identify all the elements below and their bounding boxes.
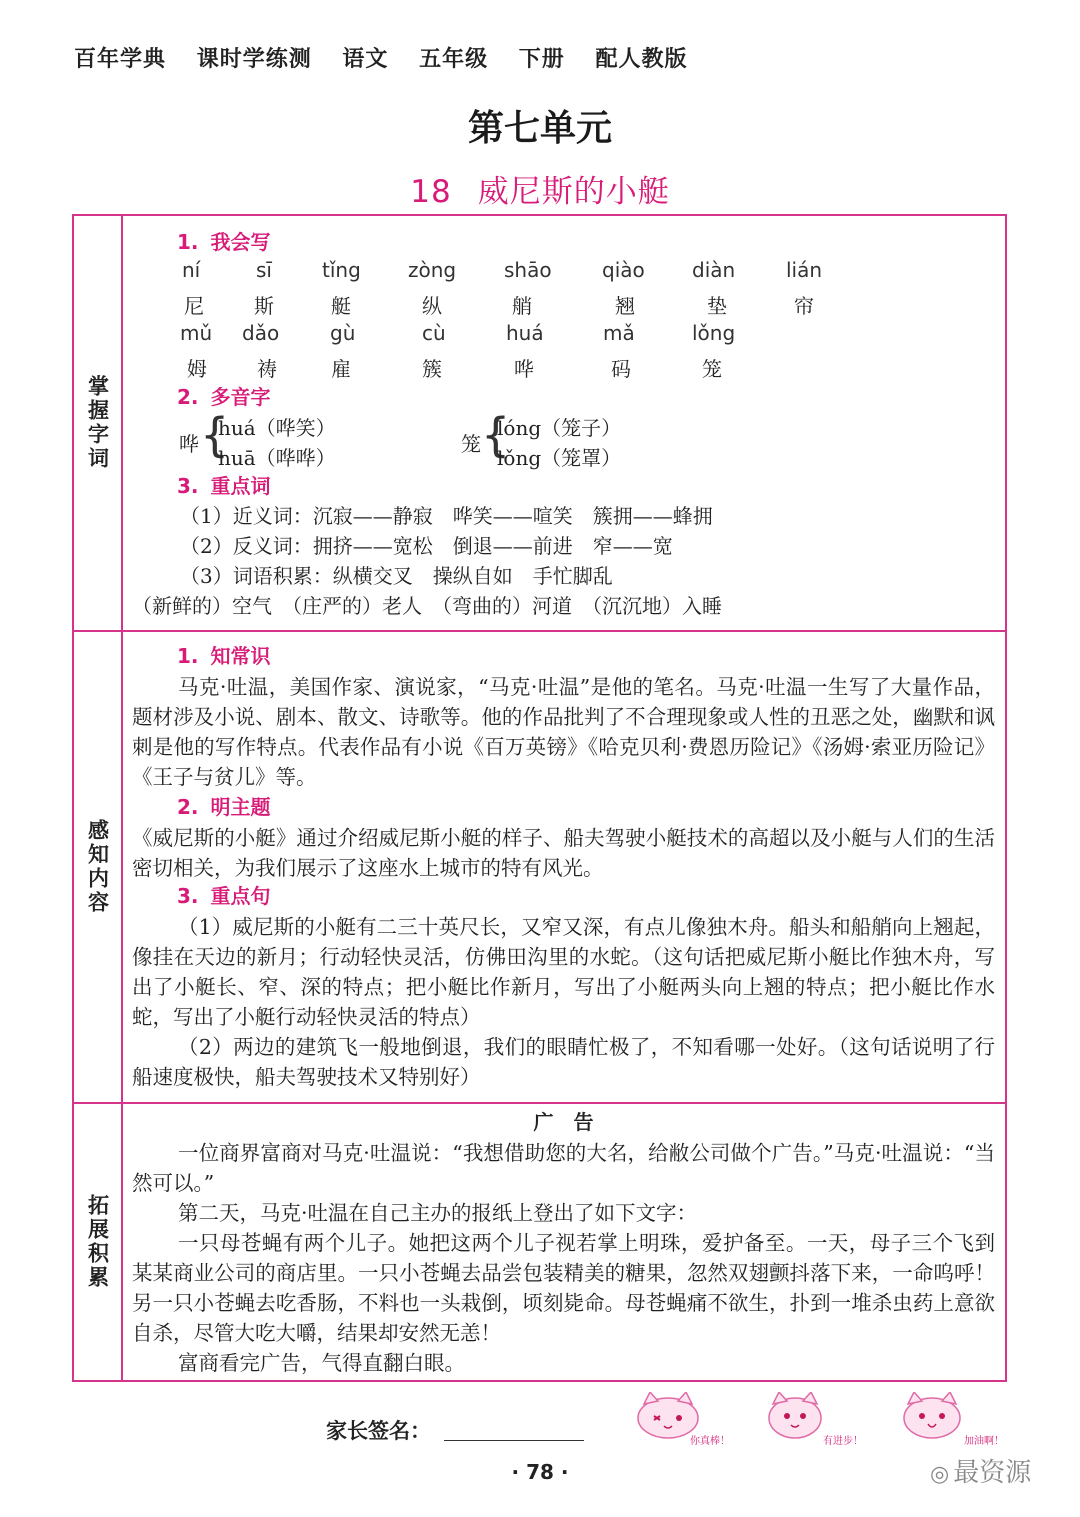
header-item: 语文 xyxy=(342,47,389,72)
section-label-cell xyxy=(74,1104,123,1380)
cat-sticker xyxy=(765,1392,875,1450)
paragraph: （1）威尼斯的小艇有二三十英尺长，又窄又深，有点儿像独木舟。船头和船艄向上翘起，像挂在天边的新月；行动轻快灵活，仿佛田沟里的水蛇。（这句话把威尼斯小艇比作独木舟，写出了小艇长、窄、深的特点；把小艇比作新月，写出了小艇两头向上翘的特点；把小艇比作水蛇，写出了小艇行动轻快灵活的特点） xyxy=(132,915,995,1029)
pinyin: shāo xyxy=(504,258,552,282)
header-item: 配人教版 xyxy=(595,47,688,72)
cat-sticker xyxy=(900,1392,1010,1450)
pinyin: mǎ xyxy=(603,321,635,345)
paragraph: 一位商界富商对马克·吐温说：“我想借助您的大名，给敝公司做个广告。”马克·吐温说：“当然可以。” xyxy=(132,1141,995,1195)
character: 尼 xyxy=(184,294,204,318)
polyphone-reading: huá（哗笑） xyxy=(218,416,336,440)
word-line: （1）近义词：沉寂——静寂 哗笑——喧笑 簇拥——蜂拥 xyxy=(180,504,713,528)
character: 垫 xyxy=(707,294,727,318)
watermark-text: 最资源 xyxy=(953,1458,1032,1488)
polyphone-reading: lóng（笼子） xyxy=(497,416,622,440)
word-line: （3）词语积累：纵横交叉 操纵自如 手忙脚乱 xyxy=(180,564,613,588)
pinyin: mǔ xyxy=(180,321,213,345)
subheading: 3. 重点句 xyxy=(177,884,271,908)
watermark xyxy=(930,1452,1031,1489)
character: 纵 xyxy=(422,294,442,318)
cat-sticker xyxy=(630,1392,740,1450)
pinyin: cù xyxy=(422,321,446,345)
character: 簇 xyxy=(422,357,442,381)
character: 笼 xyxy=(702,357,722,381)
polyphone-char: 哗 xyxy=(179,432,199,456)
subheading: 2. 多音字 xyxy=(177,385,271,409)
header-item: 百年学典 xyxy=(74,47,167,72)
paragraph: 一只母苍蝇有两个儿子。她把这两个儿子视若掌上明珠，爱护备至。一天，母子三个飞到某某商业公司的商店里。一只小苍蝇去品尝包装精美的糖果，忽然双翅颤抖落下来，一命呜呼！另一只小苍蝇去吃香肠，不料也一头栽倒，顷刻毙命。母苍蝇痛不欲生，扑到一堆杀虫药上意欲自杀，尽管大吃大嚼，结果却安然无恙！ xyxy=(132,1231,995,1345)
pinyin: lián xyxy=(786,258,823,282)
pinyin: ní xyxy=(182,258,201,282)
section-extension xyxy=(74,1104,1005,1380)
pinyin: huá xyxy=(506,321,544,345)
word-line: （2）反义词：拥挤——宽松 倒退——前进 窄——宽 xyxy=(180,534,673,558)
section-content xyxy=(132,632,995,1102)
character: 艇 xyxy=(331,294,351,318)
subheading: 3. 重点词 xyxy=(177,474,271,498)
section-label: 感知内容 xyxy=(85,819,110,915)
pinyin: lǒng xyxy=(692,321,736,345)
subheading: 2. 明主题 xyxy=(177,795,271,819)
pinyin: qiào xyxy=(602,258,645,282)
parent-signature-label: 家长签名： xyxy=(326,1419,431,1443)
polyphone-reading: huā（哗哗） xyxy=(218,446,336,470)
sticker-text: 你真棒！ xyxy=(690,1436,730,1447)
section-label: 拓展积累 xyxy=(85,1194,110,1290)
brace-icon: { xyxy=(481,408,511,462)
polyphone-reading: lǒng（笼罩） xyxy=(497,446,622,470)
story-title: 广 告 xyxy=(533,1110,594,1134)
character: 码 xyxy=(611,357,631,381)
section-comprehension xyxy=(74,632,1005,1104)
paragraph: 《威尼斯的小艇》通过介绍威尼斯小艇的样子、船夫驾驶小艇技术的高超以及小艇与人们的生活密切相关，为我们展示了这座水上城市的特有风光。 xyxy=(132,826,995,880)
study-table xyxy=(72,214,1007,1382)
page-number: · 78 · xyxy=(511,1460,569,1484)
section-vocabulary xyxy=(74,216,1005,632)
parent-signature-line xyxy=(444,1440,584,1441)
lesson-title xyxy=(0,166,1080,211)
character: 雇 xyxy=(331,357,351,381)
word-line: （新鲜的）空气 （庄严的）老人 （弯曲的）河道 （沉沉地）入睡 xyxy=(132,594,722,618)
pinyin: tǐng xyxy=(322,258,361,282)
lesson-name: 威尼斯的小艇 xyxy=(477,174,670,210)
character: 帘 xyxy=(794,294,814,318)
pinyin: diàn xyxy=(692,258,736,282)
header-item: 五年级 xyxy=(419,47,489,72)
sticker-group xyxy=(630,1392,1010,1452)
paragraph: 第二天，马克·吐温在自己主办的报纸上登出了如下文字： xyxy=(178,1201,698,1225)
character: 艄 xyxy=(512,294,532,318)
unit-title: 第七单元 xyxy=(467,108,612,149)
paragraph: 富商看完广告，气得直翻白眼。 xyxy=(178,1351,465,1375)
pinyin: dǎo xyxy=(242,321,280,345)
brace-icon: { xyxy=(200,408,230,462)
book-header xyxy=(74,42,709,73)
lesson-number: 18 xyxy=(410,174,452,210)
subheading: 1. 知常识 xyxy=(177,644,271,668)
section-content xyxy=(132,1104,995,1380)
character: 翘 xyxy=(615,294,635,318)
character: 斯 xyxy=(254,294,274,318)
section-label-cell xyxy=(74,632,123,1102)
paragraph: （2）两边的建筑飞一般地倒退，我们的眼睛忙极了，不知看哪一处好。（这句话说明了行船速度极快，船夫驾驶技术又特别好） xyxy=(132,1035,995,1089)
paragraph: 马克·吐温，美国作家、演说家，“马克·吐温”是他的笔名。马克·吐温一生写了大量作品，题材涉及小说、剧本、散文、诗歌等。他的作品批判了不合理现象或人性的丑恶之处，幽默和讽刺是他的写作特点。代表作品有小说《百万英镑》《哈克贝利·费恩历险记》《汤姆·索亚历险记》《王子与贫儿》等。 xyxy=(132,675,995,789)
pinyin: zòng xyxy=(408,258,457,282)
section-label: 掌握字词 xyxy=(85,375,110,471)
pinyin: gù xyxy=(330,321,356,345)
polyphone-char: 笼 xyxy=(461,432,481,456)
sticker-text: 有进步！ xyxy=(823,1436,863,1447)
character: 姆 xyxy=(187,357,207,381)
subheading: 1. 我会写 xyxy=(177,230,271,254)
sticker-text: 加油啊！ xyxy=(964,1436,1004,1447)
header-item: 下册 xyxy=(518,47,565,72)
section-label-cell xyxy=(74,216,123,630)
header-item: 课时学练测 xyxy=(196,47,312,72)
character: 哗 xyxy=(514,357,534,381)
wechat-icon: ◎ xyxy=(930,1462,950,1487)
pinyin: sī xyxy=(256,258,272,282)
character: 祷 xyxy=(257,357,277,381)
section-content xyxy=(132,216,995,630)
